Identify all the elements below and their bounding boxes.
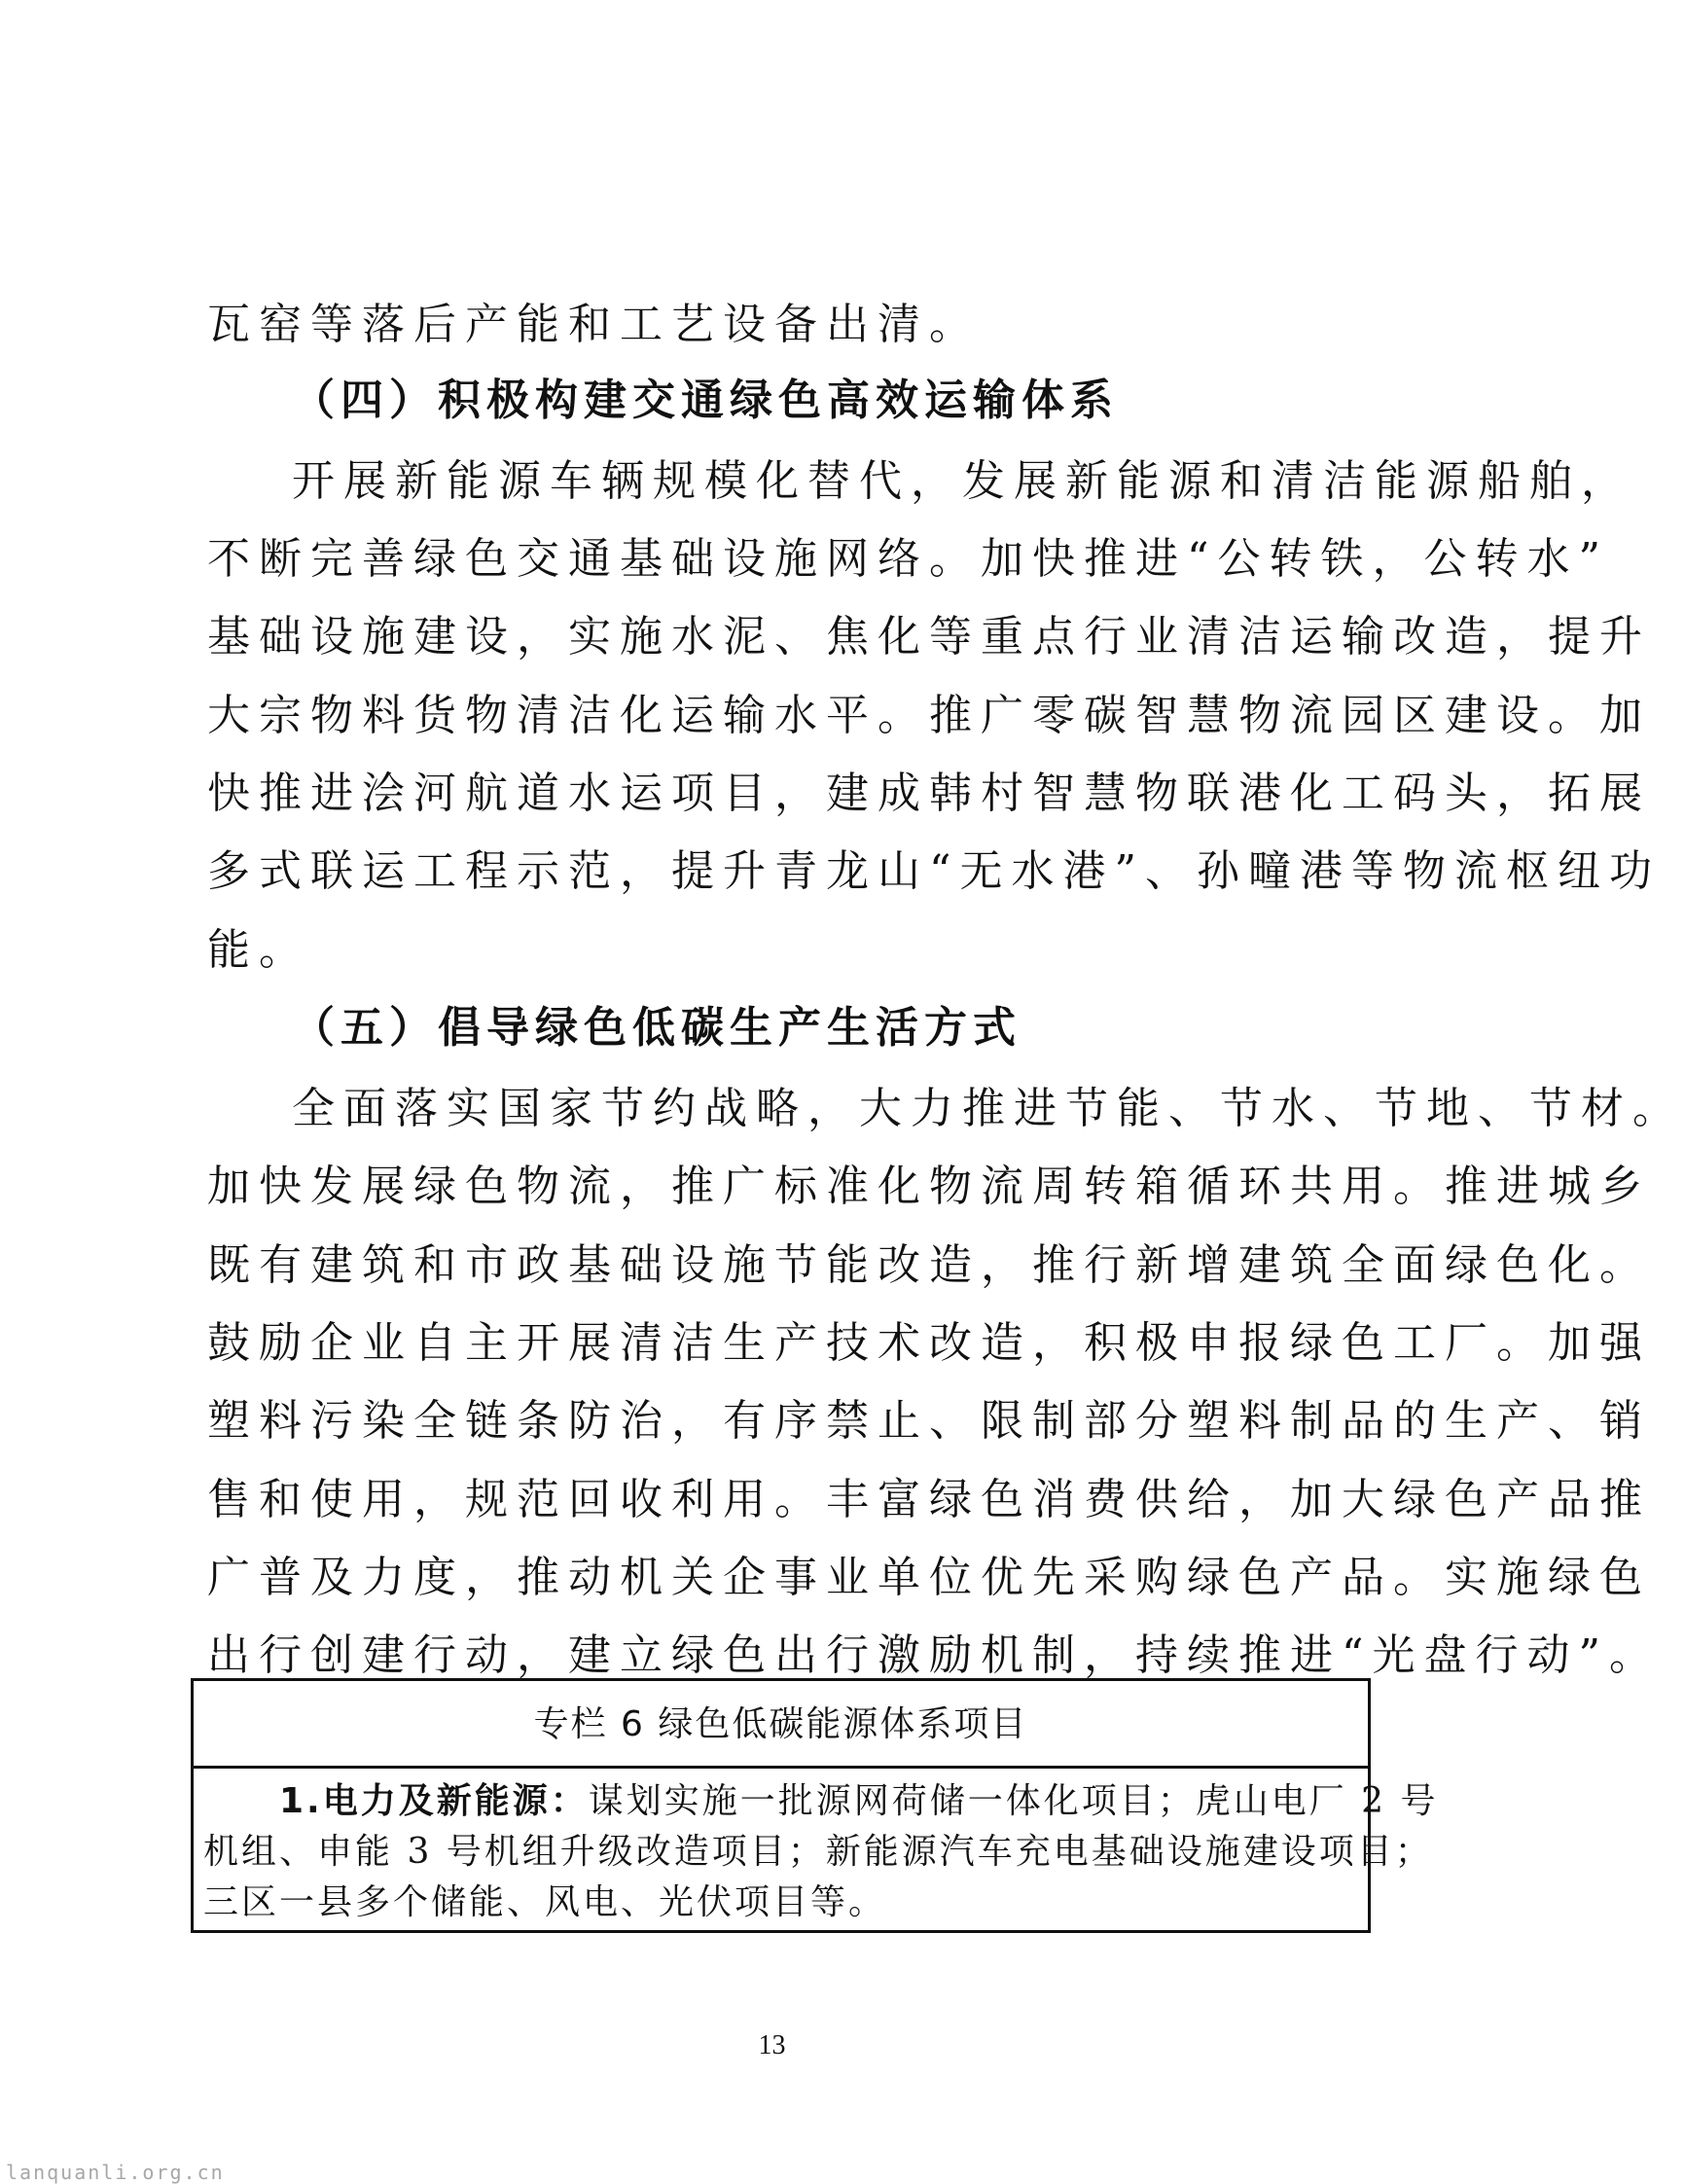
paragraph-line: 开展新能源车辆规模化替代，发展新能源和清洁能源船舶，	[292, 456, 1632, 506]
section-heading-5: （五）倡导绿色低碳生产生活方式	[292, 1003, 1021, 1053]
column-box-line	[279, 1776, 1437, 1827]
paragraph-line: 加快发展绿色物流，推广标准化物流周转箱循环共用。推进城乡	[207, 1162, 1651, 1211]
paragraph-line: 瓦窑等落后产能和工艺设备出清。	[207, 300, 981, 349]
paragraph-line: 既有建筑和市政基础设施节能改造，推行新增建筑全面绿色化。	[207, 1240, 1651, 1290]
paragraph-line: 多式联运工程示范，提升青龙山“无水港”、孙疃港等物流枢纽功	[207, 846, 1661, 896]
paragraph-line: 大宗物料货物清洁化运输水平。推广零碳智慧物流园区建设。加	[207, 691, 1651, 740]
paragraph-line: 不断完善绿色交通基础设施网络。加快推进“公转铁，公转水”	[207, 534, 1609, 584]
column-box	[191, 1678, 1439, 1933]
watermark-text: lanquanli.org.cn	[6, 2161, 225, 2184]
section-heading-4: （四）积极构建交通绿色高效运输体系	[292, 376, 1119, 425]
column-box-text: 谋划实施一批源网荷储一体化项目；虎山电厂 2 号	[588, 1781, 1439, 1821]
paragraph-line: 基础设施建设，实施水泥、焦化等重点行业清洁运输改造，提升	[207, 612, 1651, 662]
column-box-line: 机组、申能 3 号机组升级改造项目；新能源汽车充电基础设施建设项目；	[203, 1832, 1433, 1872]
paragraph-line: 鼓励企业自主开展清洁生产技术改造，积极申报绿色工厂。加强	[207, 1318, 1651, 1368]
paragraph-line: 快推进浍河航道水运项目，建成韩村智慧物联港化工码头，拓展	[207, 769, 1651, 818]
paragraph-line: 能。	[207, 925, 310, 975]
paragraph-line: 出行创建行动，建立绿色出行激励机制，持续推进“光盘行动”。	[207, 1630, 1661, 1680]
column-box-label: 1.电力及新能源：	[279, 1781, 589, 1821]
column-box-title: 专栏 6 绿色低碳能源体系项目	[194, 1681, 1368, 1769]
paragraph-line: 塑料污染全链条防治，有序禁止、限制部分塑料制品的生产、销	[207, 1396, 1651, 1446]
paragraph-line: 售和使用，规范回收利用。丰富绿色消费供给，加大绿色产品推	[207, 1475, 1651, 1524]
paragraph-line: 广普及力度，推动机关企事业单位优先采购绿色产品。实施绿色	[207, 1553, 1651, 1602]
paragraph-line: 全面落实国家节约战略，大力推进节能、节水、节地、节材。	[292, 1084, 1684, 1133]
column-box-line: 三区一县多个储能、风电、光伏项目等。	[203, 1882, 887, 1922]
page-number: 13	[758, 2030, 786, 2060]
